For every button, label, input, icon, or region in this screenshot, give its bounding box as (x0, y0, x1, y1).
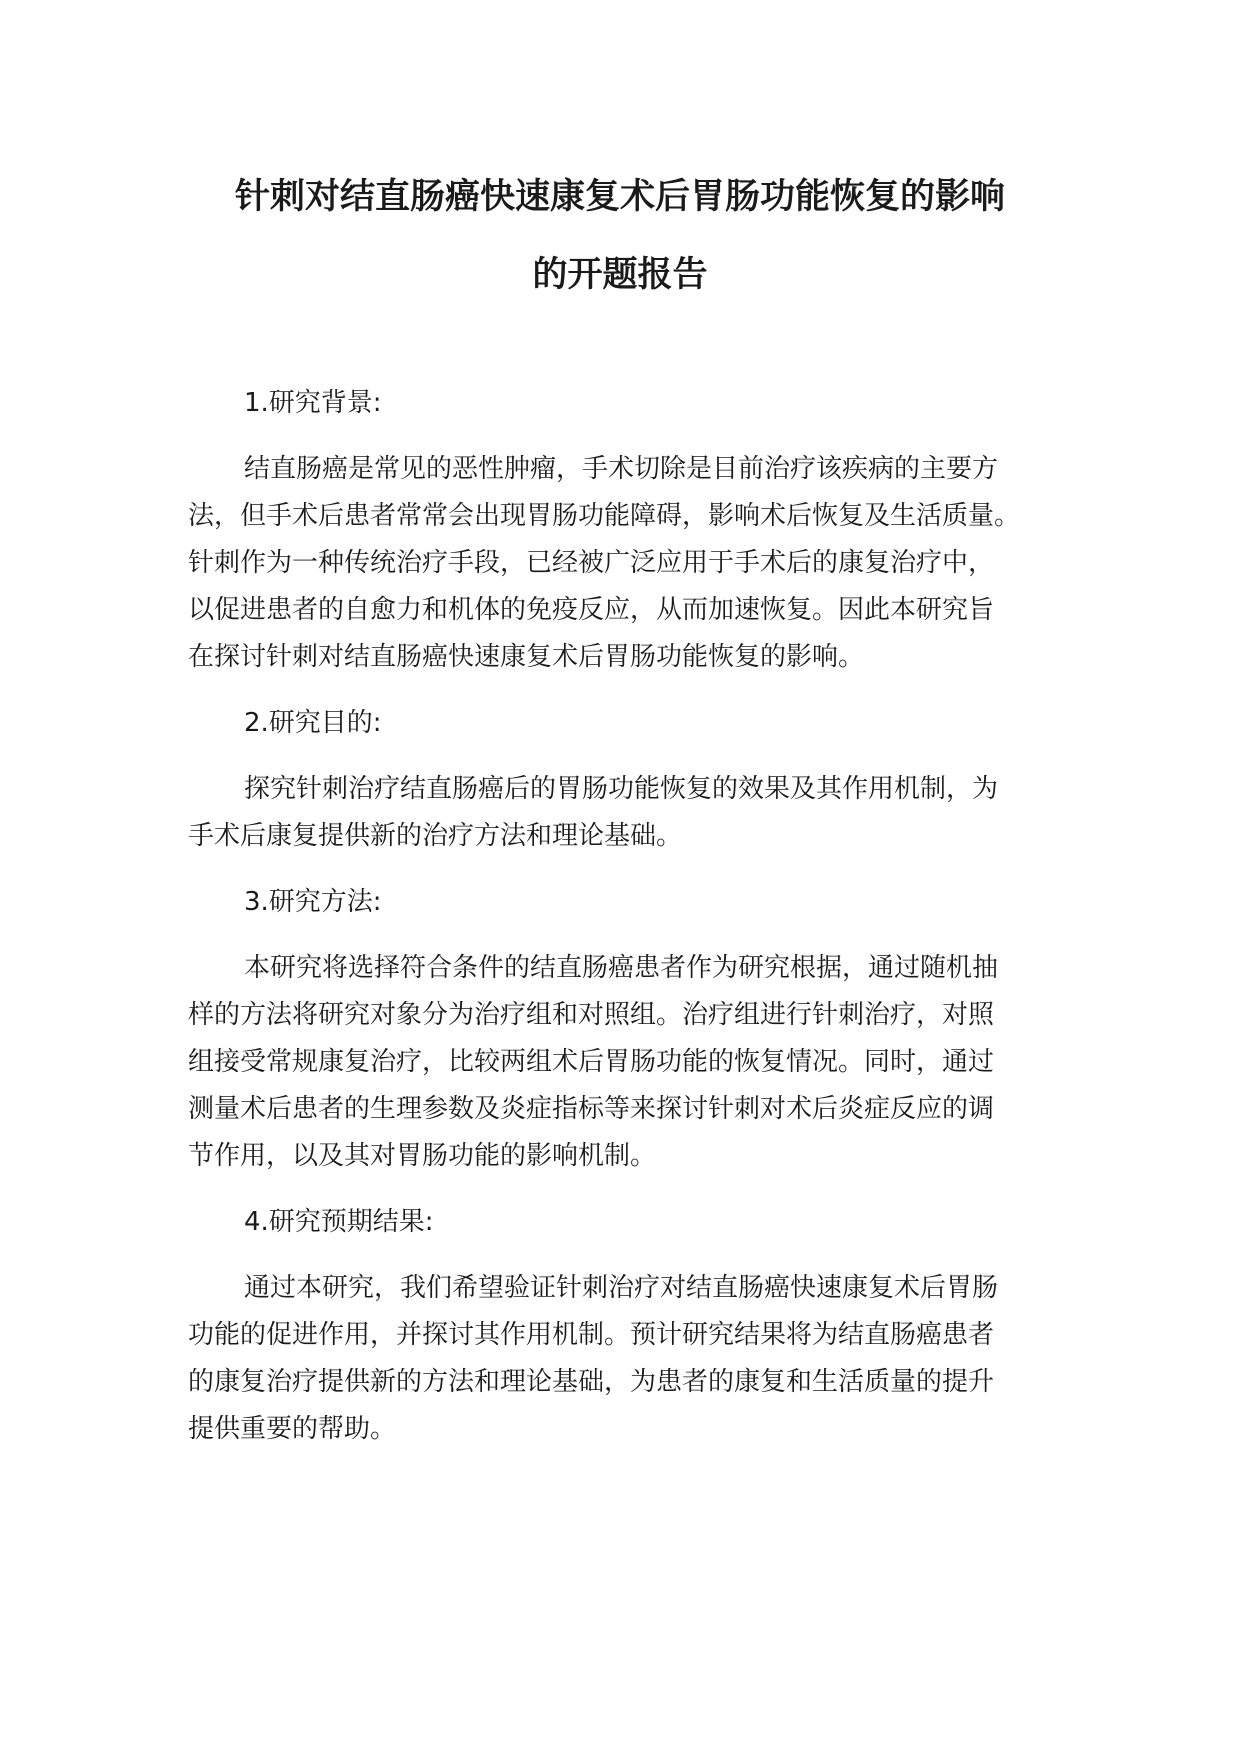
section-heading-methods: 3.研究方法: (244, 887, 382, 917)
paragraph-line: 提供重要的帮助。 (188, 1414, 397, 1444)
paragraph-line: 测量术后患者的生理参数及炎症指标等来探讨针刺对术后炎症反应的调 (188, 1094, 995, 1124)
section-paragraph-expected-results (188, 1265, 1048, 1453)
paragraph-line: 探究针刺治疗结直肠癌后的胃肠功能恢复的效果及其作用机制，为 (244, 774, 999, 804)
paragraph-line: 组接受常规康复治疗，比较两组术后胃肠功能的恢复情况。同时，通过 (188, 1047, 995, 1077)
paragraph-line: 结直肠癌是常见的恶性肿瘤，手术切除是目前治疗该疾病的主要方 (244, 454, 999, 484)
title-line-2: 的开题报告 (532, 255, 708, 295)
title-line-1: 针刺对结直肠癌快速康复术后胃肠功能恢复的影响 (234, 177, 1005, 217)
document-title (180, 176, 1060, 296)
section-paragraph-purpose (188, 766, 1048, 860)
document-body (188, 380, 1048, 1453)
paragraph-line: 手术后康复提供新的治疗方法和理论基础。 (188, 821, 683, 851)
paragraph-line: 通过本研究，我们希望验证针刺治疗对结直肠癌快速康复术后胃肠 (244, 1273, 999, 1303)
paragraph-line: 节作用，以及其对胃肠功能的影响机制。 (188, 1141, 657, 1171)
section-paragraph-background (188, 446, 1048, 681)
paragraph-line: 样的方法将研究对象分为治疗组和对照组。治疗组进行针刺治疗，对照 (188, 1000, 995, 1030)
section-heading-expected-results: 4.研究预期结果: (244, 1207, 434, 1237)
paragraph-line: 在探讨针刺对结直肠癌快速康复术后胃肠功能恢复的影响。 (188, 642, 865, 672)
paragraph-line: 以促进患者的自愈力和机体的免疫反应，从而加速恢复。因此本研究旨 (188, 595, 995, 625)
section-paragraph-methods (188, 945, 1048, 1180)
paragraph-line: 功能的促进作用，并探讨其作用机制。预计研究结果将为结直肠癌患者 (188, 1320, 995, 1350)
section-heading-purpose: 2.研究目的: (244, 708, 382, 738)
paragraph-line: 的康复治疗提供新的方法和理论基础，为患者的康复和生活质量的提升 (188, 1367, 995, 1397)
paragraph-line: 本研究将选择符合条件的结直肠癌患者作为研究根据，通过随机抽 (244, 953, 999, 983)
section-heading-background: 1.研究背景: (244, 388, 382, 418)
paragraph-line: 法，但手术后患者常常会出现胃肠功能障碍，影响术后恢复及生活质量。 (188, 501, 1021, 531)
paragraph-line: 针刺作为一种传统治疗手段，已经被广泛应用于手术后的康复治疗中， (188, 548, 995, 578)
